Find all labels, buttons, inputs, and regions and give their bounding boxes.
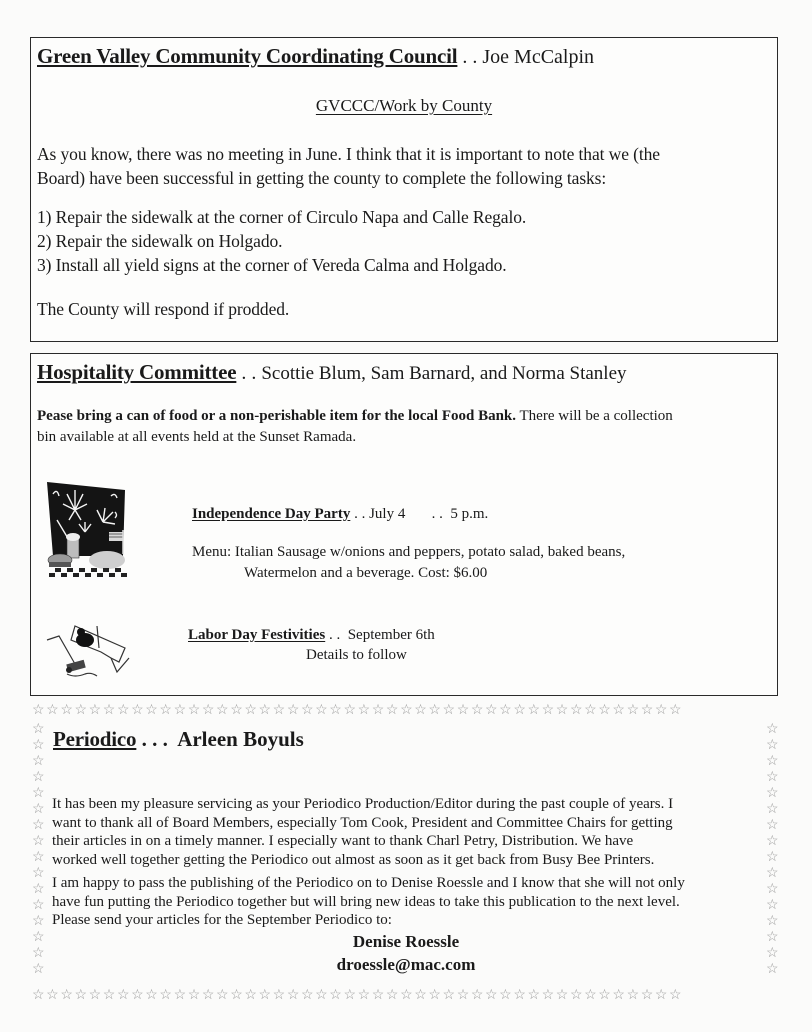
star-icon: ☆: [766, 802, 779, 817]
star-icon: ☆: [216, 703, 231, 718]
star-icon: ☆: [371, 703, 386, 718]
star-icon: ☆: [159, 988, 174, 1003]
star-icon: ☆: [612, 703, 627, 718]
hospitality-section: [30, 353, 778, 696]
star-icon: ☆: [88, 703, 103, 718]
gvccc-task-list: [37, 205, 526, 277]
star-icon: ☆: [258, 703, 273, 718]
star-icon: ☆: [343, 703, 358, 718]
star-icon: ☆: [569, 988, 585, 1003]
star-icon: ☆: [357, 988, 372, 1003]
gvccc-author: Joe McCalpin: [482, 46, 595, 68]
star-icon: ☆: [32, 898, 45, 913]
star-icon: ☆: [187, 988, 202, 1003]
hospitality-separator: . .: [236, 362, 262, 384]
star-icon: ☆: [329, 988, 344, 1003]
event-independence-day: [192, 506, 488, 523]
star-icon: ☆: [598, 703, 613, 718]
star-icon: ☆: [286, 988, 301, 1003]
gvccc-section: [30, 37, 778, 342]
star-icon: ☆: [371, 988, 386, 1003]
star-icon: ☆: [766, 722, 779, 737]
star-icon: ☆: [32, 962, 45, 977]
star-icon: ☆: [513, 703, 528, 718]
collection-note-line2: bin available at all events held at the Sunset Ramada.: [37, 429, 357, 445]
star-icon: ☆: [88, 988, 103, 1003]
star-icon: ☆: [32, 850, 45, 865]
gvccc-separator: . .: [457, 46, 483, 68]
star-icon: ☆: [357, 703, 372, 718]
star-icon: ☆: [32, 722, 45, 737]
gvccc-closing: The County will respond if prodded.: [37, 299, 290, 319]
event-note: Details to follow: [306, 647, 407, 663]
star-border-top: [32, 704, 683, 718]
star-icon: ☆: [32, 834, 45, 849]
star-icon: ☆: [116, 988, 132, 1003]
star-icon: ☆: [173, 988, 188, 1003]
star-icon: ☆: [32, 754, 45, 769]
star-icon: ☆: [286, 703, 301, 718]
star-icon: ☆: [669, 988, 684, 1003]
star-icon: ☆: [555, 988, 570, 1003]
star-icon: ☆: [485, 988, 500, 1003]
star-icon: ☆: [300, 703, 316, 718]
star-icon: ☆: [640, 988, 655, 1003]
star-icon: ☆: [145, 988, 160, 1003]
periodico-contact: [0, 930, 812, 976]
star-icon: ☆: [102, 988, 117, 1003]
star-icon: ☆: [640, 703, 655, 718]
event-name: Labor Day Festivities: [188, 627, 326, 643]
paragraph-line: their articles in on a timely manner. I especially want to thank Charl Petry, Distribution. We have: [52, 833, 634, 849]
star-icon: ☆: [766, 818, 779, 833]
star-icon: ☆: [187, 703, 202, 718]
star-icon: ☆: [46, 988, 61, 1003]
star-icon: ☆: [32, 930, 45, 945]
star-icon: ☆: [201, 703, 217, 718]
paragraph-line: I am happy to pass the publishing of the Periodico on to Denise Roessle and I know that she will not only: [52, 875, 685, 891]
contact-email[interactable]: droessle@mac.com: [336, 955, 476, 974]
star-icon: ☆: [385, 703, 401, 718]
star-icon: ☆: [32, 866, 45, 881]
star-icon: ☆: [258, 988, 273, 1003]
star-icon: ☆: [385, 988, 401, 1003]
star-icon: ☆: [626, 703, 641, 718]
star-icon: ☆: [584, 703, 599, 718]
star-icon: ☆: [159, 703, 174, 718]
star-icon: ☆: [32, 738, 45, 753]
star-icon: ☆: [131, 988, 146, 1003]
paragraph-line: Please send your articles for the September Periodico to:: [52, 912, 392, 928]
paragraph-line: As you know, there was no meeting in June. I think that it is important to note that we (the: [37, 144, 660, 164]
star-icon: ☆: [442, 703, 457, 718]
star-icon: ☆: [456, 988, 471, 1003]
gvccc-paragraph: [37, 142, 660, 190]
event-name: Independence Day Party: [192, 506, 351, 522]
collection-note: There will be a collection: [516, 408, 673, 424]
star-icon: ☆: [766, 914, 779, 929]
star-icon: ☆: [485, 703, 500, 718]
star-icon: ☆: [131, 703, 146, 718]
star-icon: ☆: [584, 988, 599, 1003]
star-icon: ☆: [244, 703, 259, 718]
star-icon: ☆: [626, 988, 641, 1003]
star-icon: ☆: [654, 703, 670, 718]
food-bank-request: Pease bring a can of food or a non-perishable item for the local Food Bank.: [37, 408, 517, 424]
contact-name: Denise Roessle: [352, 932, 460, 951]
task-item: 3) Install all yield signs at the corner of Vereda Calma and Holgado.: [37, 255, 507, 275]
star-icon: ☆: [116, 703, 132, 718]
star-icon: ☆: [216, 988, 231, 1003]
star-icon: ☆: [400, 988, 415, 1003]
star-icon: ☆: [60, 988, 75, 1003]
star-icon: ☆: [766, 770, 779, 785]
star-icon: ☆: [513, 988, 528, 1003]
star-icon: ☆: [766, 786, 779, 801]
star-icon: ☆: [32, 914, 45, 929]
star-icon: ☆: [74, 703, 89, 718]
star-icon: ☆: [766, 834, 779, 849]
star-icon: ☆: [470, 988, 485, 1003]
star-icon: ☆: [766, 930, 779, 945]
star-icon: ☆: [315, 988, 330, 1003]
star-icon: ☆: [414, 988, 429, 1003]
event-menu: [192, 542, 625, 584]
star-icon: ☆: [527, 988, 542, 1003]
gvccc-title: Green Valley Community Coordinating Council: [37, 44, 458, 68]
star-icon: ☆: [145, 703, 160, 718]
star-icon: ☆: [400, 703, 415, 718]
star-icon: ☆: [414, 703, 429, 718]
star-icon: ☆: [569, 703, 585, 718]
star-icon: ☆: [32, 802, 45, 817]
star-icon: ☆: [766, 738, 779, 753]
event-details: . . September 6th: [325, 627, 435, 643]
event-labor-day: [188, 627, 435, 644]
star-border-bottom: [32, 989, 683, 1003]
menu-line: Watermelon and a beverage. Cost: $6.00: [244, 565, 488, 581]
periodico-title: Periodico: [53, 727, 137, 751]
star-icon: ☆: [669, 703, 684, 718]
hospitality-title: Hospitality Committee: [37, 360, 237, 384]
star-icon: ☆: [428, 988, 443, 1003]
star-icon: ☆: [541, 703, 556, 718]
star-icon: ☆: [32, 882, 45, 897]
paragraph-line: Board) have been successful in getting the county to complete the following tasks:: [37, 168, 607, 188]
paragraph-line: have fun putting the Periodico together but will bring new ideas to take this publication to the next level.: [52, 893, 680, 910]
star-icon: ☆: [442, 988, 457, 1003]
star-icon: ☆: [300, 988, 316, 1003]
star-icon: ☆: [612, 988, 627, 1003]
star-icon: ☆: [428, 703, 443, 718]
star-icon: ☆: [329, 703, 344, 718]
star-icon: ☆: [230, 988, 245, 1003]
star-icon: ☆: [527, 703, 542, 718]
star-icon: ☆: [654, 988, 670, 1003]
star-icon: ☆: [766, 850, 779, 865]
periodico-paragraph-2: [52, 874, 685, 930]
star-icon: ☆: [555, 703, 570, 718]
star-icon: ☆: [456, 703, 471, 718]
star-icon: ☆: [32, 946, 45, 961]
star-icon: ☆: [32, 988, 47, 1003]
gvccc-heading: [37, 44, 594, 69]
hospitality-heading: [37, 360, 627, 385]
star-icon: ☆: [201, 988, 217, 1003]
star-icon: ☆: [499, 703, 514, 718]
star-icon: ☆: [32, 770, 45, 785]
star-icon: ☆: [766, 962, 779, 977]
star-icon: ☆: [32, 818, 45, 833]
star-icon: ☆: [470, 703, 485, 718]
star-icon: ☆: [766, 866, 779, 881]
star-icon: ☆: [766, 754, 779, 769]
periodico-heading: [53, 727, 304, 752]
star-icon: ☆: [315, 703, 330, 718]
star-icon: ☆: [60, 703, 75, 718]
star-icon: ☆: [343, 988, 358, 1003]
star-icon: ☆: [74, 988, 89, 1003]
task-item: 1) Repair the sidewalk at the corner of Circulo Napa and Calle Regalo.: [37, 207, 527, 227]
star-icon: ☆: [230, 703, 245, 718]
menu-line: Menu: Italian Sausage w/onions and peppers, potato salad, baked beans,: [192, 544, 626, 560]
star-icon: ☆: [32, 703, 47, 718]
star-icon: ☆: [46, 703, 61, 718]
star-icon: ☆: [244, 988, 259, 1003]
paragraph-line: It has been my pleasure servicing as your Periodico Production/Editor during the past couple of years. I: [52, 796, 674, 812]
event-details: . . July 4 . . 5 p.m.: [350, 506, 489, 522]
hospitality-members: Scottie Blum, Sam Barnard, and Norma Stanley: [261, 363, 627, 384]
paragraph-line: want to thank all of Board Members, especially Tom Cook, President and Committee Chairs for getting: [52, 814, 673, 831]
star-icon: ☆: [272, 703, 287, 718]
star-icon: ☆: [272, 988, 287, 1003]
lawnmower-lounger-icon: [45, 618, 135, 678]
food-bank-notice: [37, 406, 673, 448]
star-icon: ☆: [32, 786, 45, 801]
star-icon: ☆: [541, 988, 556, 1003]
star-icon: ☆: [766, 946, 779, 961]
star-icon: ☆: [173, 703, 188, 718]
periodico-author: Arleen Boyuls: [177, 727, 304, 751]
fireworks-picnic-icon: [45, 480, 143, 580]
periodico-separator: . . .: [136, 727, 178, 751]
task-item: 2) Repair the sidewalk on Holgado.: [37, 231, 283, 251]
star-icon: ☆: [102, 703, 117, 718]
star-icon: ☆: [499, 988, 514, 1003]
gvccc-subtitle: GVCCC/Work by County: [315, 96, 493, 115]
paragraph-line: worked well together getting the Periodico out almost as soon as it get back from Busy Bee Printers.: [52, 851, 655, 868]
periodico-paragraph-1: [52, 795, 673, 869]
star-icon: ☆: [766, 882, 779, 897]
star-icon: ☆: [766, 898, 779, 913]
star-icon: ☆: [598, 988, 613, 1003]
